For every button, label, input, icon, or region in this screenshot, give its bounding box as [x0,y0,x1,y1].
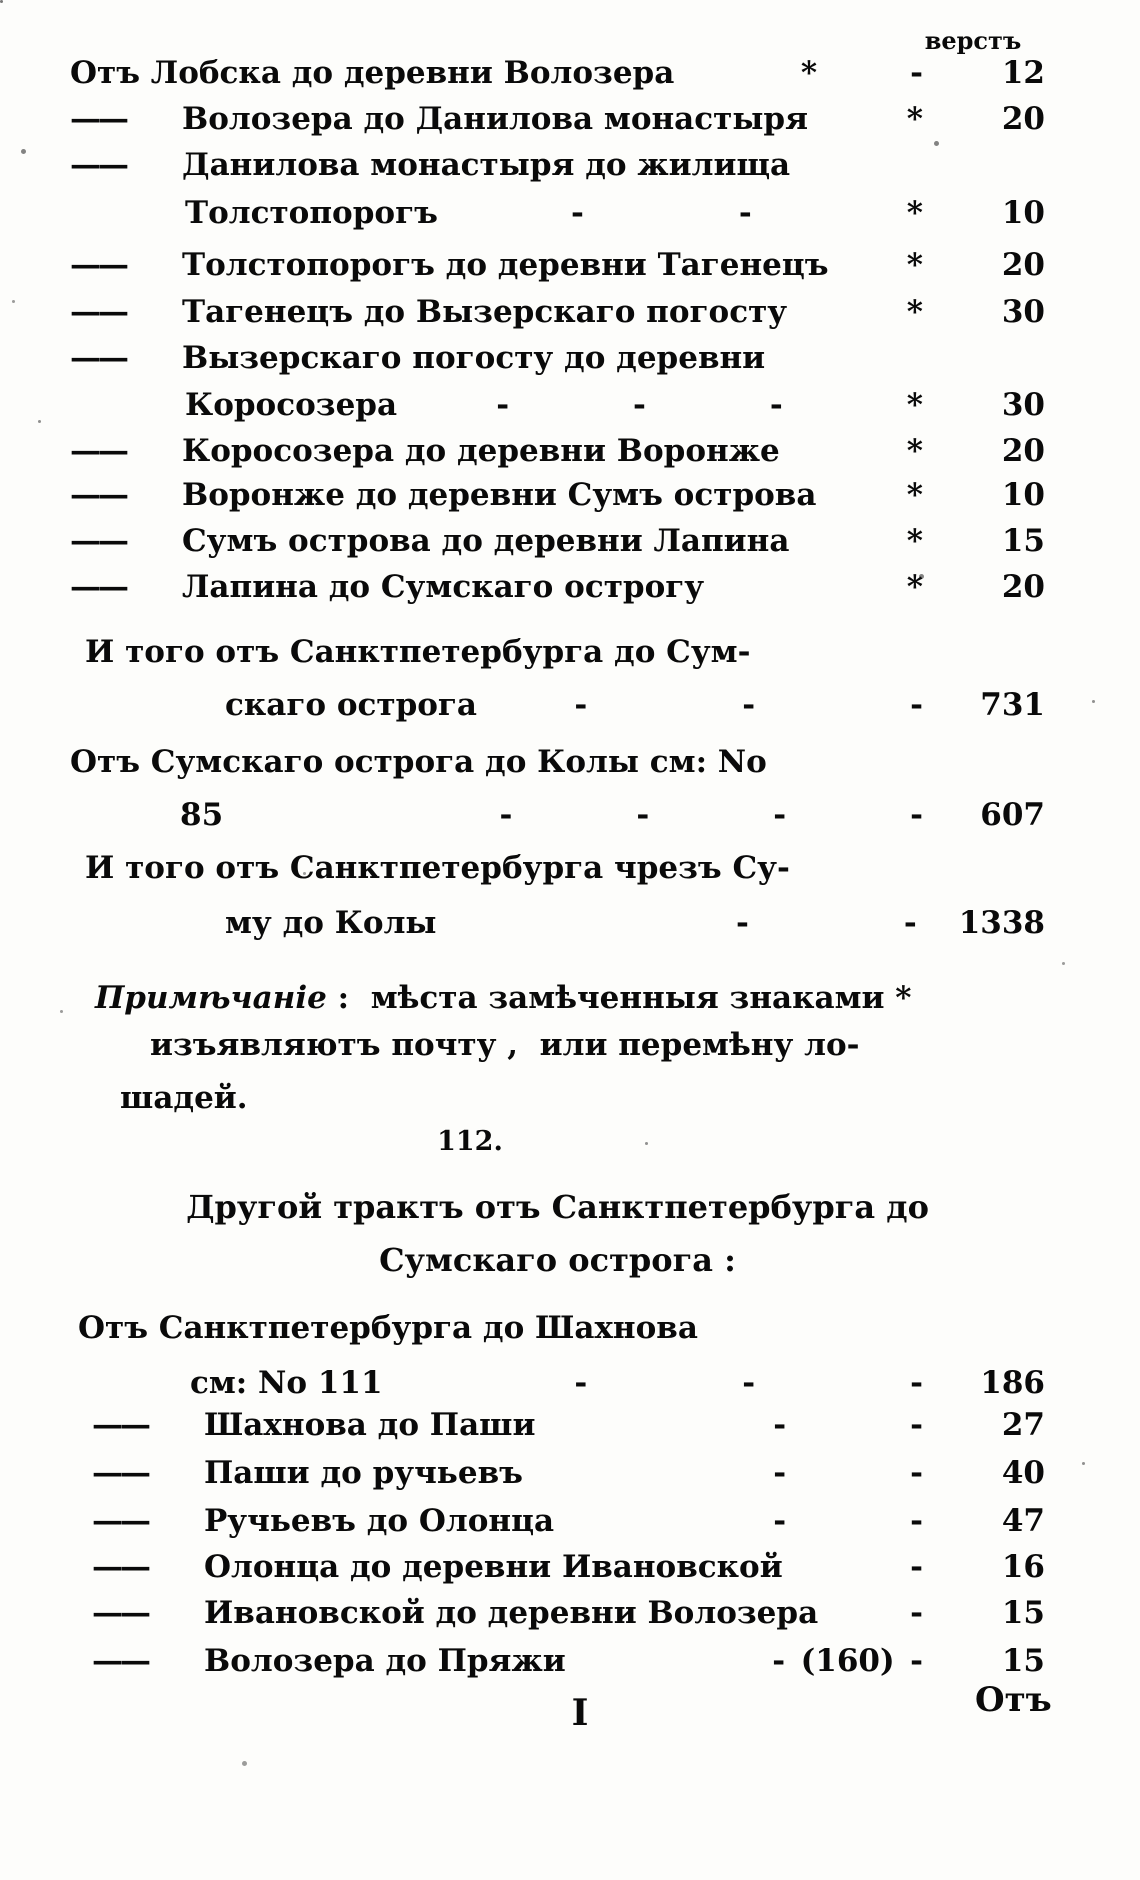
route-text: Паши до ручьевъ [204,1455,523,1491]
catchword: Отъ [975,1680,1052,1720]
route-row [70,148,1045,184]
distance-value: 20 [1001,101,1045,137]
note-label: Примѣчаніе [95,980,327,1016]
route-row [70,1504,1045,1540]
post-marker: * - [800,55,923,91]
ditto-dash: —— [92,1549,148,1585]
ditto-dash: —— [70,433,126,469]
route-text: Лапина до Сумскаго острогу [182,569,705,605]
distance-value: 20 [1001,247,1045,283]
post-marker: - - - * [496,387,923,423]
note-separator: : [326,980,371,1016]
ditto-dash: —— [70,294,126,330]
total-text: му до Колы [225,905,437,941]
route-text: Олонца до деревни Ивановской [204,1549,783,1585]
route-text: Ручьевъ до Олонца [204,1503,555,1539]
route-text: Отъ Лобска до деревни Волозера [70,55,675,91]
route-row [70,1311,1045,1347]
signature-mark: I [571,1692,589,1734]
distance-value: 30 [1001,387,1045,423]
route-row [70,295,1045,331]
total-line [70,745,1045,781]
distance-value: 27 [1001,1407,1045,1443]
section-heading-line1: Другой трактъ отъ Санктпетербурга до [186,1188,929,1226]
total-text: 85 [180,797,224,833]
filler-dashes: - [910,1595,923,1631]
route-row [70,102,1045,138]
post-marker: - - * [571,195,923,231]
route-row [70,434,1045,470]
distance-value: 30 [1001,294,1045,330]
ditto-dash: —— [92,1595,148,1631]
route-row [70,1596,1045,1632]
distance-value: 15 [1001,523,1045,559]
section-heading-line2: Сумскаго острога : [379,1241,736,1279]
route-text: Шахнова до Паши [204,1407,536,1443]
route-text: Отъ Санктпетербурга до Шахнова [78,1310,698,1346]
filler-dashes: - - - [574,687,923,723]
ink-specks [0,0,3,3]
route-row [70,1456,1045,1492]
total-line [70,851,1045,887]
filler-dashes: - - - - [499,797,923,833]
distance-value: 607 [980,797,1045,833]
distance-value: 186 [980,1365,1045,1401]
distance-value: 731 [980,687,1045,723]
route-row [70,1550,1045,1586]
route-row [70,1644,1045,1680]
section-number: 112. [437,1126,503,1157]
route-row [70,570,1045,606]
post-marker: * [906,477,923,513]
ditto-dash: —— [70,477,126,513]
route-text: Ивановской до деревни Волозера [204,1595,819,1631]
post-marker: * [906,247,923,283]
distance-value: 10 [1001,195,1045,231]
route-text: Толстопорогъ до деревни Тагенецъ [182,247,829,283]
post-marker: * [906,294,923,330]
ditto-dash: —— [70,569,126,605]
note-text: изъявляютъ почту , или перемѣну ло- [150,1027,860,1063]
route-text: см: No 111 [190,1365,383,1401]
distance-value: 10 [1001,477,1045,513]
total-text: И того отъ Санктпетербурга чрезъ Су- [85,850,790,886]
ditto-dash: —— [70,147,126,183]
distance-value: 1338 [958,905,1045,941]
distance-value: 16 [1001,1549,1045,1585]
total-text: скаго острога [225,687,478,723]
filler-dashes: - [910,1549,923,1585]
post-marker: * [906,433,923,469]
ditto-dash: —— [92,1407,148,1443]
filler-dashes: - (160) - [772,1643,923,1679]
route-row-continuation [70,388,1045,424]
route-text: Сумъ острова до деревни Лапина [182,523,790,559]
ditto-dash: —— [92,1455,148,1491]
total-line [70,906,1045,942]
column-header-versts: верстъ [924,26,1022,55]
distance-value: 12 [1001,55,1045,91]
route-text: Данилова монастыря до жилища [182,147,791,183]
distance-value: 20 [1001,433,1045,469]
distance-value: 47 [1001,1503,1045,1539]
post-marker: * [906,101,923,137]
filler-dashes: - - [773,1503,923,1539]
route-text: Коросозера [185,387,398,423]
total-text: И того отъ Санктпетербурга до Сум- [85,634,751,670]
note-line [70,981,1045,1017]
distance-value: 20 [1001,569,1045,605]
filler-dashes: - - [735,905,917,941]
route-row [70,56,1045,92]
filler-dashes: - - [773,1455,923,1491]
route-text: Вызерскаго погосту до деревни [182,340,766,376]
ditto-dash: —— [70,247,126,283]
route-text: Коросозера до деревни Воронже [182,433,780,469]
note-text: мѣста замѣченныя знаками * [370,980,912,1016]
total-line [70,635,1045,671]
note-line [70,1028,1045,1064]
ditto-dash: —— [92,1643,148,1679]
note-text: шадей. [120,1080,248,1116]
route-row [70,341,1045,377]
route-text: Волозера до Данилова монастыря [182,101,809,137]
post-marker: * [906,523,923,559]
note-line [70,1081,1045,1117]
distance-value: 15 [1001,1643,1045,1679]
route-row [70,478,1045,514]
ditto-dash: —— [70,101,126,137]
filler-dashes: - - [773,1407,923,1443]
total-line [70,688,1045,724]
filler-dashes: - - - [574,1365,923,1401]
route-row-continuation [70,196,1045,232]
route-text: Воронже до деревни Сумъ острова [182,477,817,513]
route-text: Тагенецъ до Вызерскаго погосту [182,294,788,330]
total-text: Отъ Сумскаго острога до Колы см: No [70,744,767,780]
ditto-dash: —— [92,1503,148,1539]
route-row [70,524,1045,560]
total-line [70,798,1045,834]
route-row [70,1408,1045,1444]
ditto-dash: —— [70,523,126,559]
route-text: Волозера до Пряжи [204,1643,566,1679]
route-row-continuation [70,1366,1045,1402]
ditto-dash: —— [70,340,126,376]
post-marker: * [906,569,923,605]
route-row [70,248,1045,284]
route-text: Толстопорогъ [185,195,438,231]
distance-value: 40 [1001,1455,1045,1491]
distance-value: 15 [1001,1595,1045,1631]
